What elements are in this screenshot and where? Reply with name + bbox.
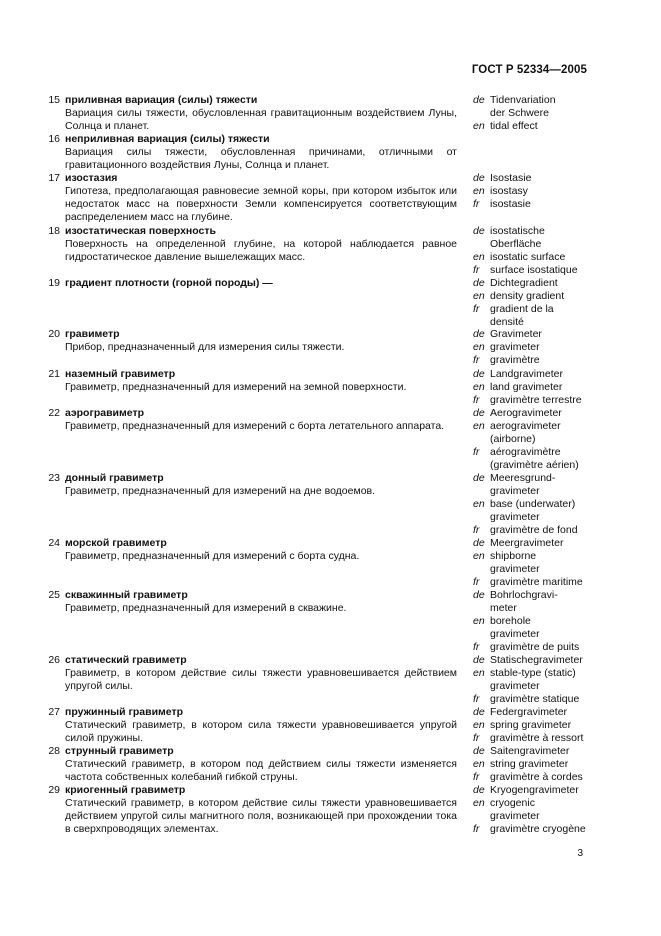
translation-line: [473, 758, 613, 771]
translation-line: [473, 341, 613, 354]
term-title: струнный гравиметр: [65, 745, 174, 757]
translation-text: der Schwere: [490, 107, 549, 119]
translation-line: [473, 277, 613, 290]
translations: [473, 407, 613, 472]
term-definition: Гравиметр, предназначенный для измерений с борта судна.: [65, 550, 360, 562]
term-definition: Гравиметр, предназначенный для измерений на земной поверхности.: [65, 381, 407, 393]
term-number: 18: [48, 225, 60, 237]
translation-line: [473, 693, 613, 706]
term-body: [65, 784, 457, 836]
language-code: de: [473, 589, 485, 601]
term-definition: Поверхность на определенной глубине, на которой наблюдается равное гидростатическое давление вышележащих масс.: [65, 238, 457, 263]
language-code: de: [473, 225, 485, 237]
language-code: en: [473, 615, 485, 627]
translation-text: Tidenvariation: [490, 94, 556, 106]
translation-text: Gravimeter: [490, 328, 542, 340]
term-definition: Вариация силы тяжести, обусловленная причинами, отличными от гравитационного воздействия Луны, Солнца и планет.: [65, 146, 457, 171]
translations: [473, 172, 613, 211]
language-code: fr: [473, 303, 480, 315]
translation-line: [473, 328, 613, 341]
term-definition: Прибор, предназначенный для измерения силы тяжести.: [65, 341, 345, 353]
language-code: [473, 238, 490, 251]
language-code: en: [473, 758, 485, 770]
language-code: de: [473, 472, 485, 484]
translation-text: Aerogravimeter: [490, 407, 562, 419]
translation-text: Statischegravimeter: [490, 654, 583, 666]
translations: [473, 277, 613, 329]
translation-line: [473, 784, 613, 797]
term-title: морской гравиметр: [65, 537, 167, 549]
language-code: en: [473, 667, 485, 679]
term-body: [65, 133, 457, 172]
translation-line: [473, 225, 613, 238]
translation-line: [473, 576, 613, 589]
translation-text: densité: [490, 316, 524, 328]
language-code: en: [473, 381, 485, 393]
translation-line: [473, 446, 613, 459]
translations: [473, 368, 613, 407]
term-number: 21: [48, 368, 60, 380]
translation-line: [473, 238, 613, 251]
language-code: en: [473, 341, 485, 353]
language-code: fr: [473, 264, 480, 276]
translations: [473, 472, 613, 537]
term-body: [65, 277, 457, 290]
translation-line: [473, 628, 613, 641]
language-code: de: [473, 654, 485, 666]
term-title: изостатическая поверхность: [65, 225, 216, 237]
translation-text: string gravimeter: [490, 758, 569, 770]
language-code: en: [473, 797, 485, 809]
translation-text: Landgravimeter: [490, 368, 563, 380]
term-definition: Гравиметр, в котором действие силы тяжести уравновешивается действием упругой силы.: [65, 667, 457, 692]
translation-line: [473, 120, 613, 133]
translation-text: borehole: [490, 615, 531, 627]
translation-text: gradient de la: [490, 303, 554, 315]
term-title: градиент плотности (горной породы) —: [65, 277, 273, 289]
term-definition: Гипотеза, предполагающая равновесие земной коры, при котором избыток или недостаток масс на поверхности Земли компенсируется соответствующим распределением масс на глубине.: [65, 185, 457, 223]
translation-text: meter: [490, 602, 517, 614]
term-title: донный гравиметр: [65, 472, 164, 484]
translation-line: [473, 354, 613, 367]
term-definition: Статический гравиметр, в котором сила тяжести уравновешивается упругой силой пружины.: [65, 719, 457, 744]
translation-line: [473, 589, 613, 602]
translation-line: [473, 368, 613, 381]
term-number: 22: [48, 407, 60, 419]
term-number: 20: [48, 328, 60, 340]
translation-line: [473, 394, 613, 407]
term-title: неприливная вариация (силы) тяжести: [65, 133, 270, 145]
translation-text: isostasy: [490, 185, 528, 197]
translation-line: [473, 719, 613, 732]
translation-text: Meergravimeter: [490, 537, 564, 549]
translation-line: [473, 602, 613, 615]
translation-line: [473, 511, 613, 524]
language-code: en: [473, 420, 485, 432]
translation-text: gravimètre à cordes: [490, 771, 583, 783]
translation-line: [473, 524, 613, 537]
translation-text: base (underwater): [490, 498, 576, 510]
translation-text: Federgravimeter: [490, 706, 568, 718]
term-number: 25: [48, 589, 60, 601]
language-code: fr: [473, 524, 480, 536]
term-title: приливная вариация (силы) тяжести: [65, 94, 258, 106]
translation-text: tidal effect: [490, 120, 538, 132]
translation-text: Bohrlochgravi-: [490, 589, 558, 601]
translation-text: (gravimètre aérien): [490, 459, 579, 471]
translation-text: surface isostatique: [490, 264, 578, 276]
translation-text: gravimètre terrestre: [490, 394, 582, 406]
term-title: аэрогравиметр: [65, 407, 145, 419]
translation-line: [473, 107, 613, 120]
term-number: 19: [48, 277, 60, 289]
translation-line: [473, 537, 613, 550]
translation-text: isostasie: [490, 198, 531, 210]
language-code: fr: [473, 198, 480, 210]
translation-line: [473, 381, 613, 394]
term-title: криогенный гравиметр: [65, 784, 186, 796]
term-body: [65, 745, 457, 784]
term-definition: Статический гравиметр, в котором под действием силы тяжести изменяется частота собственных колебаний гибкой струны.: [65, 758, 457, 783]
term-body: [65, 407, 457, 433]
language-code: [473, 485, 490, 498]
translation-line: [473, 498, 613, 511]
language-code: de: [473, 745, 485, 757]
translation-text: aérogravimètre: [490, 446, 561, 458]
translation-line: [473, 185, 613, 198]
translations: [473, 328, 613, 367]
translation-line: [473, 94, 613, 107]
translations: [473, 537, 613, 589]
term-body: [65, 654, 457, 693]
translation-line: [473, 680, 613, 693]
language-code: fr: [473, 576, 480, 588]
term-number: 24: [48, 537, 60, 549]
language-code: [473, 511, 490, 524]
language-code: [473, 107, 490, 120]
language-code: en: [473, 120, 485, 132]
translation-text: gravimètre de puits: [490, 641, 580, 653]
translations: [473, 654, 613, 706]
translation-text: gravimeter: [490, 628, 540, 640]
translation-line: [473, 198, 613, 211]
translation-line: [473, 654, 613, 667]
translation-text: Oberfläche: [490, 238, 542, 250]
translation-text: shipborne: [490, 550, 537, 562]
term-definition: Статический гравиметр, в котором действие силы тяжести уравновешивается действием упругой силы магнитного поля, возникающей при прохождении тока в сверхпроводящих элементах.: [65, 797, 457, 835]
language-code: [473, 680, 490, 693]
standard-header: ГОСТ Р 52334—2005: [471, 64, 587, 76]
translation-text: isostatic surface: [490, 251, 566, 263]
translation-text: gravimeter: [490, 485, 540, 497]
translation-text: gravimeter: [490, 341, 540, 353]
translation-line: [473, 550, 613, 563]
translation-line: [473, 264, 613, 277]
term-number: 28: [48, 745, 60, 757]
translations: [473, 745, 613, 784]
translations: [473, 589, 613, 654]
language-code: fr: [473, 354, 480, 366]
translations: [473, 784, 613, 836]
term-body: [65, 328, 457, 354]
translation-line: [473, 420, 613, 433]
term-title: пружинный гравиметр: [65, 706, 184, 718]
translation-line: [473, 745, 613, 758]
term-body: [65, 94, 457, 133]
language-code: [473, 628, 490, 641]
language-code: [473, 563, 490, 576]
translation-text: gravimètre de fond: [490, 524, 578, 536]
language-code: [473, 602, 490, 615]
translation-text: gravimeter: [490, 680, 540, 692]
language-code: de: [473, 368, 485, 380]
translations: [473, 706, 613, 745]
language-code: de: [473, 277, 485, 289]
translation-text: aerogravimeter: [490, 420, 561, 432]
translation-line: [473, 459, 613, 472]
language-code: fr: [473, 732, 480, 744]
language-code: en: [473, 290, 485, 302]
language-code: de: [473, 172, 485, 184]
translation-text: cryogenic: [490, 797, 535, 809]
translation-text: gravimètre à ressort: [490, 732, 584, 744]
term-body: [65, 368, 457, 394]
translation-text: density gradient: [490, 290, 565, 302]
term-number: 17: [48, 172, 60, 184]
translation-text: gravimètre statique: [490, 693, 580, 705]
translation-line: [473, 797, 613, 810]
language-code: fr: [473, 641, 480, 653]
term-body: [65, 589, 457, 615]
term-body: [65, 172, 457, 224]
term-number: 16: [48, 133, 60, 145]
language-code: en: [473, 251, 485, 263]
translation-text: gravimeter: [490, 810, 540, 822]
translation-line: [473, 303, 613, 316]
translation-line: [473, 732, 613, 745]
term-definition: Вариация силы тяжести, обусловленная гравитационным воздействием Луны, Солнца и планет.: [65, 107, 457, 132]
language-code: en: [473, 550, 485, 562]
translation-text: gravimètre maritime: [490, 576, 583, 588]
term-number: 15: [48, 94, 60, 106]
term-title: скважинный гравиметр: [65, 589, 188, 601]
translation-line: [473, 407, 613, 420]
translation-line: [473, 172, 613, 185]
term-title: изостазия: [65, 172, 118, 184]
translation-line: [473, 485, 613, 498]
term-title: статический гравиметр: [65, 654, 187, 666]
translation-line: [473, 290, 613, 303]
translation-line: [473, 771, 613, 784]
term-number: 26: [48, 654, 60, 666]
term-definition: Гравиметр, предназначенный для измерений на дне водоемов.: [65, 485, 376, 497]
translation-text: Dichtegradient: [490, 277, 558, 289]
translations: [473, 94, 613, 133]
translation-text: Saitengravimeter: [490, 745, 570, 757]
term-number: 29: [48, 784, 60, 796]
language-code: fr: [473, 394, 480, 406]
term-body: [65, 537, 457, 563]
language-code: [473, 459, 490, 472]
translation-line: [473, 706, 613, 719]
translation-text: gravimètre: [490, 354, 540, 366]
term-body: [65, 472, 457, 498]
language-code: fr: [473, 771, 480, 783]
translation-text: gravimeter: [490, 563, 540, 575]
translation-line: [473, 433, 613, 446]
translation-line: [473, 823, 613, 836]
language-code: en: [473, 498, 485, 510]
term-number: 23: [48, 472, 60, 484]
term-body: [65, 225, 457, 264]
term-title: наземный гравиметр: [65, 368, 176, 380]
page-number: 3: [577, 848, 583, 859]
translation-text: stable-type (static): [490, 667, 576, 679]
language-code: de: [473, 706, 485, 718]
language-code: [473, 433, 490, 446]
translation-line: [473, 472, 613, 485]
language-code: de: [473, 407, 485, 419]
language-code: de: [473, 784, 485, 796]
translation-text: Meeresgrund-: [490, 472, 556, 484]
language-code: de: [473, 328, 485, 340]
language-code: fr: [473, 823, 480, 835]
translation-line: [473, 563, 613, 576]
language-code: de: [473, 537, 485, 549]
language-code: [473, 810, 490, 823]
term-definition: Гравиметр, предназначенный для измерений в скважине.: [65, 602, 347, 614]
translation-line: [473, 810, 613, 823]
translation-line: [473, 251, 613, 264]
translation-text: (airborne): [490, 433, 536, 445]
language-code: en: [473, 185, 485, 197]
language-code: de: [473, 94, 485, 106]
translation-line: [473, 667, 613, 680]
translation-text: spring gravimeter: [490, 719, 572, 731]
translations: [473, 225, 613, 277]
term-body: [65, 706, 457, 745]
term-definition: Гравиметр, предназначенный для измерений с борта летательного аппарата.: [65, 420, 445, 432]
translation-line: [473, 615, 613, 628]
translation-text: isostatische: [490, 225, 545, 237]
language-code: fr: [473, 693, 480, 705]
language-code: fr: [473, 446, 480, 458]
translation-line: [473, 641, 613, 654]
term-number: 27: [48, 706, 60, 718]
translation-text: land gravimeter: [490, 381, 563, 393]
translation-text: gravimètre cryogène: [490, 823, 586, 835]
translation-text: Kryogengravimeter: [490, 784, 579, 796]
language-code: en: [473, 719, 485, 731]
term-title: гравиметр: [65, 328, 120, 340]
translation-text: gravimeter: [490, 511, 540, 523]
translation-text: Isostasie: [490, 172, 532, 184]
